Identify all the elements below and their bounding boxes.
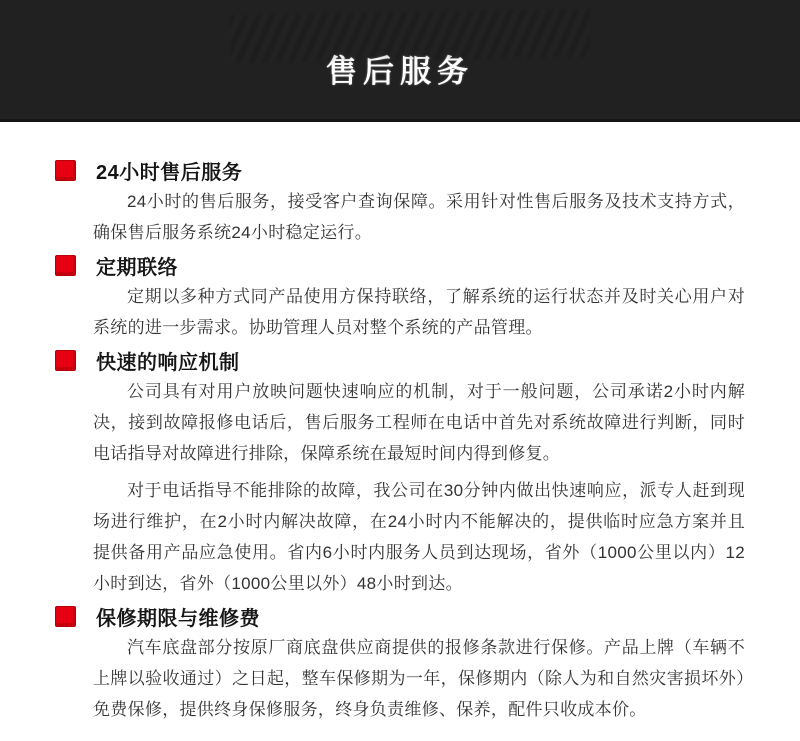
section-header — [55, 601, 745, 632]
section-paragraph: 对于电话指导不能排除的故障，我公司在30分钟内做出快速响应，派专人赶到现场进行维护，在2小时内解决故障，在24小时内不能解决的，提供临时应急方案并且提供备用产品应急使用。省内6小时内服务人员到达现场，省外（1000公里以内）12小时到达，省外（1000公里以外）48小时到达。 — [93, 481, 745, 593]
section-paragraph: 汽车底盘部分按原厂商底盘供应商提供的报修条款进行保修。产品上牌（车辆不上牌以验收通过）之日起，整车保修期为一年，保修期内（除人为和自然灾害损坏外）免费保修，提供终身保修服务，终身负责维修、保养，配件只收成本价。 — [93, 638, 745, 719]
section-header — [55, 155, 745, 186]
red-square-bullet-icon — [55, 606, 76, 627]
section-paragraph: 24小时的售后服务，接受客户查询保障。采用针对性售后服务及技术支持方式，确保售后服务系统24小时稳定运行。 — [93, 192, 745, 242]
red-square-bullet-icon — [55, 160, 76, 181]
section-heading: 定期联络 — [96, 257, 178, 279]
page-header — [0, 0, 800, 122]
section-regular-contact — [55, 250, 745, 343]
red-square-bullet-icon — [55, 350, 76, 371]
section-paragraph: 定期以多种方式同产品使用方保持联络，了解系统的运行状态并及时关心用户对系统的进一步需求。协助管理人员对整个系统的产品管理。 — [93, 287, 745, 337]
section-24h-service — [55, 155, 745, 248]
section-header — [55, 250, 745, 281]
section-fast-response — [55, 345, 745, 599]
section-header — [55, 345, 745, 376]
section-heading: 快速的响应机制 — [96, 352, 240, 374]
content — [0, 122, 800, 725]
section-warranty — [55, 601, 745, 725]
red-square-bullet-icon — [55, 255, 76, 276]
section-heading: 保修期限与维修费 — [96, 608, 260, 630]
section-heading: 24小时售后服务 — [96, 162, 243, 184]
section-paragraph: 公司具有对用户放映问题快速响应的机制，对于一般问题，公司承诺2小时内解决，接到故障报修电话后，售后服务工程师在电话中首先对系统故障进行判断，同时电话指导对故障进行排除，保障系统在最短时间内得到修复。 — [93, 382, 745, 463]
page-title: 售后服务 — [326, 54, 474, 89]
